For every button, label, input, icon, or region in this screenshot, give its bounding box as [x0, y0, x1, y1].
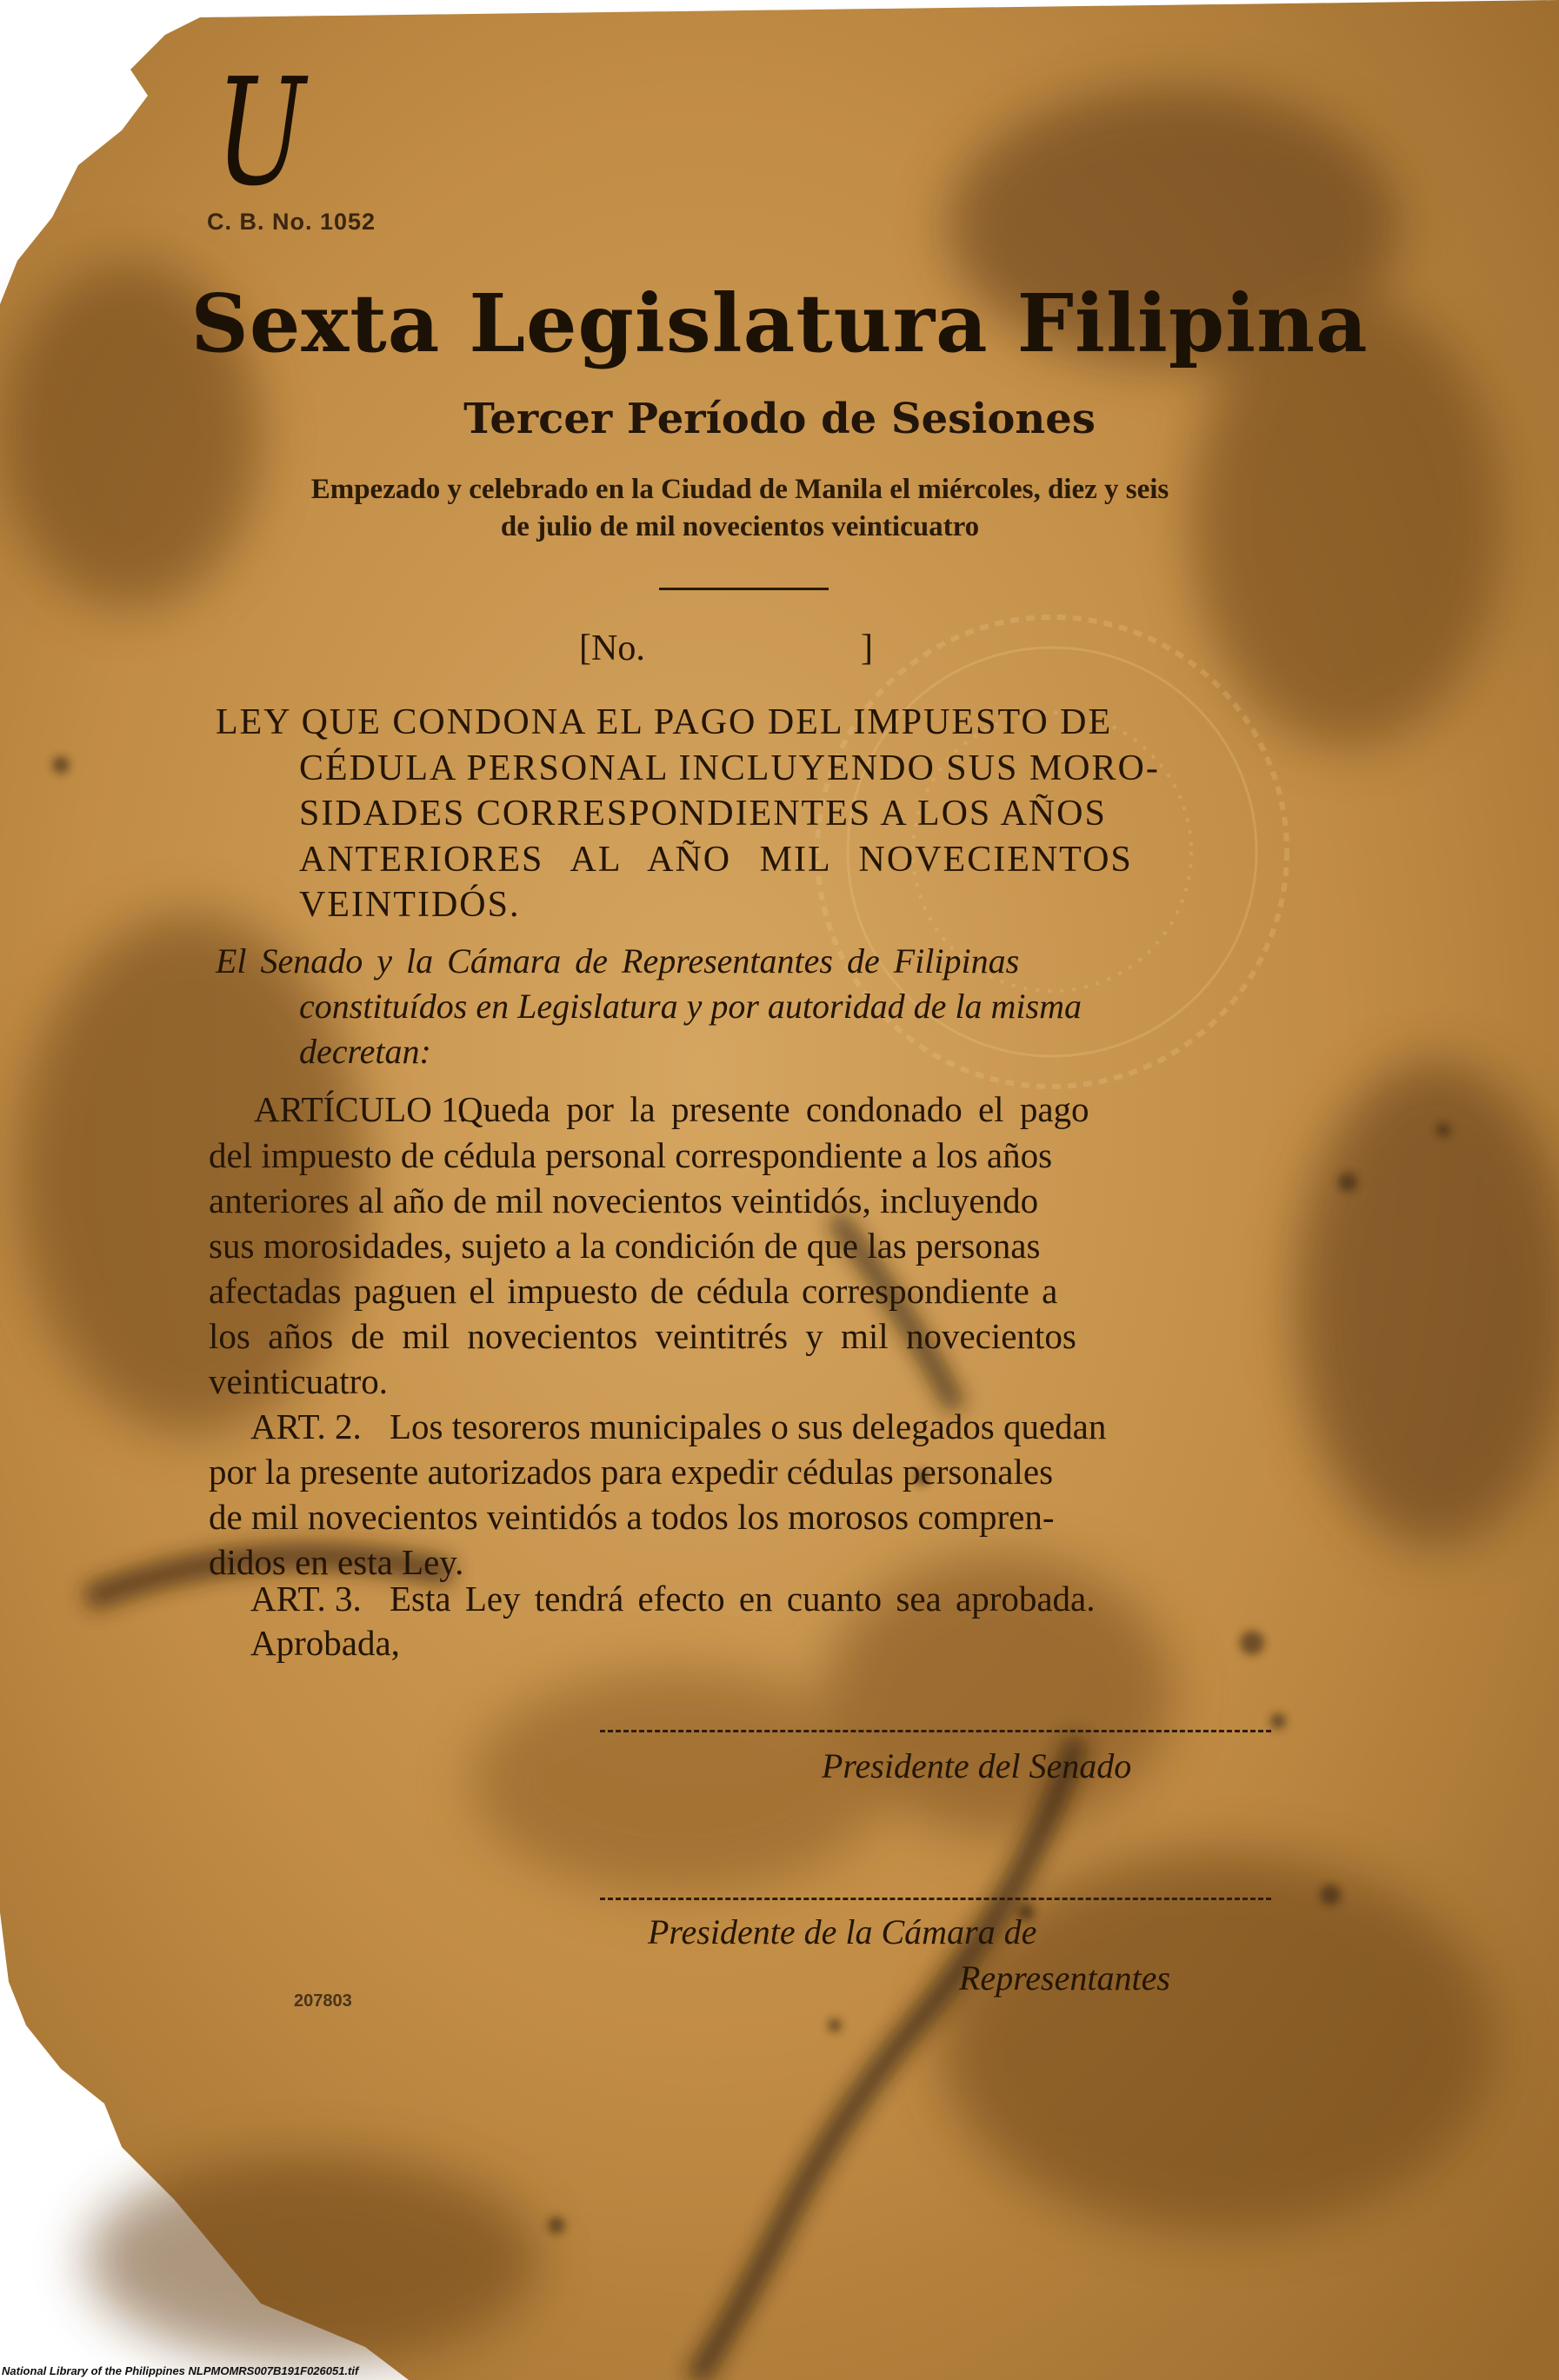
article-line: de mil novecientos veintidós a todos los morosos compren-: [209, 1497, 1055, 1537]
house-president-caption: Presidente de la Cámara de: [648, 1912, 1037, 1951]
article-line: Los tesoreros municipales o sus delegados quedan: [390, 1406, 1107, 1446]
archive-credit: National Library of the Philippines NLPMOMRS007B191F026051.tif: [2, 2364, 359, 2377]
enacting-clause-line: El Senado y la Cámara de Representantes de Filipinas: [216, 941, 1020, 981]
signature-line-house: [600, 1898, 1271, 1900]
senate-president-caption: Presidente del Senado: [822, 1746, 1132, 1785]
legislature-title: Sexta Legislatura Filipina: [190, 276, 1369, 370]
bill-number: C. B. No. 1052: [207, 209, 376, 235]
article-label: ART. 3.: [250, 1579, 362, 1619]
handwritten-mark: U: [216, 47, 306, 219]
print-number: 207803: [294, 1991, 352, 2011]
article-line: veinticuatro.: [209, 1361, 389, 1401]
enacting-clause-line: constituídos en Legislatura y por autoridad de la misma: [299, 987, 1082, 1026]
house-president-caption: Representantes: [959, 1958, 1170, 1998]
number-placeholder-open: [No.: [579, 628, 645, 668]
article-line: sus morosidades, sujeto a la condición de que las personas: [209, 1226, 1041, 1266]
article-line: los años de mil novecientos veintitrés y mil novecientos: [209, 1316, 1076, 1356]
approved-label: Aprobada,: [250, 1623, 400, 1663]
bill-title-line: VEINTIDÓS.: [299, 885, 521, 925]
bill-title-line: CÉDULA PERSONAL INCLUYENDO SUS MORO-: [299, 748, 1160, 788]
article-line: Esta Ley tendrá efecto en cuanto sea aprobada.: [390, 1579, 1096, 1619]
article-line: didos en esta Ley.: [209, 1542, 464, 1582]
session-title: Tercer Período de Sesiones: [463, 395, 1096, 443]
article-line: anteriores al año de mil novecientos veintidós, incluyendo: [209, 1180, 1039, 1220]
bill-title-line: SIDADES CORRESPONDIENTES A LOS AÑOS: [299, 794, 1107, 834]
session-dates-line: Empezado y celebrado en la Ciudad de Manila el miércoles, diez y seis: [310, 474, 1169, 505]
article-line: afectadas paguen el impuesto de cédula correspondiente a: [209, 1271, 1058, 1311]
article-label: ART. 2.: [250, 1406, 362, 1446]
header-divider: [659, 588, 829, 590]
session-dates-line: de julio de mil novecientos veinticuatro: [500, 511, 980, 542]
article-line: Queda por la presente condonado el pago: [457, 1089, 1089, 1129]
signature-line-senate: [600, 1730, 1271, 1732]
enacting-clause-line: decretan:: [299, 1032, 431, 1071]
article-line: del impuesto de cédula personal correspondiente a los años: [209, 1135, 1053, 1175]
bill-title-line: LEY QUE CONDONA EL PAGO DEL IMPUESTO DE: [216, 702, 1113, 742]
article-line: por la presente autorizados para expedir cédulas personales: [209, 1452, 1054, 1492]
number-placeholder-close: ]: [861, 628, 873, 668]
article-label: ARTÍCULO 1.: [254, 1089, 468, 1129]
bill-title-line: ANTERIORES AL AÑO MIL NOVECIENTOS: [299, 840, 1133, 880]
